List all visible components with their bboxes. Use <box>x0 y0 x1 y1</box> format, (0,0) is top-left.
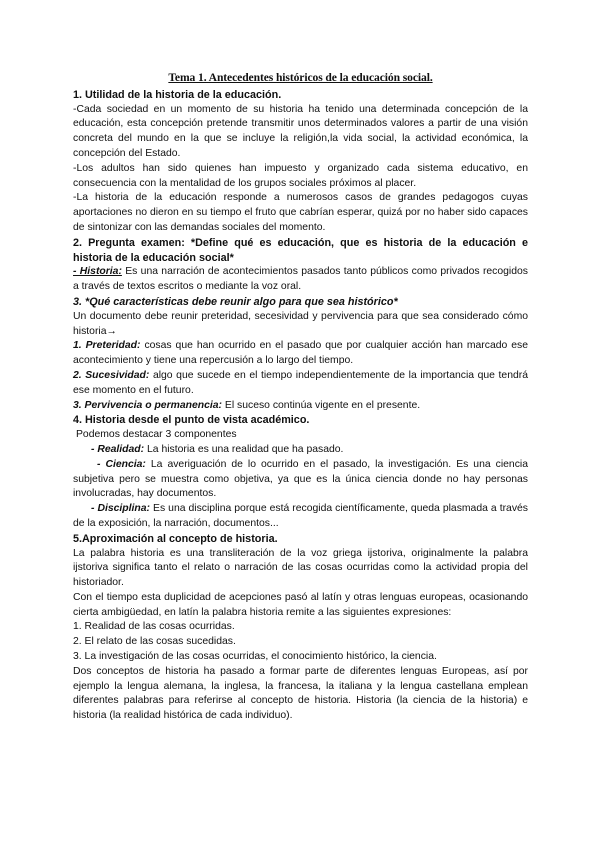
characteristic-item <box>73 339 528 369</box>
section-4-intro: Podemos destacar 3 componentes <box>76 429 237 441</box>
section-5-paragraph-3: Dos conceptos de historia ha pasado a formar parte de diferentes lenguas Europeas, así por ejemplo la lengua alemana, la inglesa, la francesa, la italiana y la lengua castellana emplean diferentes palabras para referirse al concepto de historia. Historia (la ciencia de la historia) e historia (la realidad histórica de cada individuo). <box>73 665 528 722</box>
component-term: - Disciplina: <box>91 503 151 515</box>
section-1-heading: 1. Utilidad de la historia de la educación. <box>73 88 282 101</box>
section-5-paragraph-2: Con el tiempo esta duplicidad de acepciones pasó al latín y otras lenguas europeas, ocasionando cierta ambigüedad, en latín la palabra historia remite a las siguientes expresiones: <box>73 591 528 618</box>
section-2-definition <box>73 265 528 295</box>
list-item: 3. La investigación de las cosas ocurridas, el conocimiento histórico, la ciencia. <box>73 651 437 663</box>
component-text: La averiguación de lo ocurrido en el pasado, la investigación. Es una ciencia subjetiva pero se muestra como objetiva, ya que es la única ciencia donde no hay personas involucradas, hay documentos. <box>73 458 528 500</box>
section-1-paragraph-1: -Cada sociedad en un momento de su historia ha tenido una determinada concepción de la educación, esta concepción pretende transmitir unos determinados valores a partir de una visión concreta del mundo en la que se incluye la religión,la vida social, la actividad económica, la concepción del Estado. <box>73 103 528 159</box>
component-term: - Realidad: <box>91 443 145 455</box>
section-2-heading: 2. Pregunta examen: *Define qué es educación, que es historia de la educación e historia de la educación social* <box>73 236 528 264</box>
historia-definition: Es una narración de acontecimientos pasados tanto públicos como privados recogidos a través de textos escritos o mediante la voz oral. <box>73 266 528 293</box>
document-title: Tema 1. Antecedentes históricos de la educación social. <box>168 71 433 84</box>
section-5-paragraph-1: La palabra historia es una transliteración de la voz griega ijstoriva, originalmente la palabra ijstoriva significa tanto el relato o narración de las cosas ocurridas como la actividad propia del historiador. <box>73 547 528 589</box>
characteristic-item <box>73 369 528 399</box>
section-3-intro: Un documento debe reunir preteridad, secesividad y pervivencia para que sea considerado cómo historia→ <box>73 310 528 337</box>
component-item <box>73 502 528 532</box>
characteristic-text: cosas que han ocurrido en el pasado que por cualquier acción han marcado ese acontecimiento y tiene una repercusión a lo largo del tiempo. <box>73 340 528 367</box>
characteristic-term: 1. Preteridad: <box>73 340 141 352</box>
characteristic-text: algo que sucede en el tiempo independientemente de la importancia que tendrá ese momento en el futuro. <box>73 369 528 396</box>
section-3-heading: 3. *Qué características debe reunir algo para que sea histórico* <box>73 295 398 308</box>
characteristic-term: 2. Sucesividad: <box>73 369 150 381</box>
list-item: 2. El relato de las cosas sucedidas. <box>73 636 236 648</box>
historia-term: - Historia: <box>73 266 122 278</box>
section-1-paragraph-2: -Los adultos han sido quienes han impuesto y organizado cada sistema educativo, en consecuencia con la mentalidad de los grupos sociales próximos al placer. <box>73 162 528 189</box>
component-term: - Ciencia: <box>97 458 146 470</box>
section-5-heading: 5.Aproximación al concepto de historia. <box>73 532 278 545</box>
characteristic-term: 3. Pervivencia o permanencia: <box>73 399 223 411</box>
characteristic-text: El suceso continúa vigente en el presente. <box>222 399 421 411</box>
document-page <box>73 71 528 724</box>
component-item <box>73 458 528 502</box>
component-text: Es una disciplina porque está recogida científicamente, queda plasmada a través de la exposición, la narración, documentos... <box>73 503 528 529</box>
section-1-paragraph-3: -La historia de la educación responde a numerosos casos de grandes pedagogos cuyas aportaciones no dieron en su tiempo el fruto que cabrían esperar, quizá por no haber sido capaces de sintonizar con las demandas sociales del momento. <box>73 192 528 233</box>
characteristic-item <box>73 399 528 414</box>
list-item: 1. Realidad de las cosas ocurridas. <box>73 621 235 633</box>
component-text: La historia es una realidad que ha pasado. <box>144 443 344 455</box>
section-4-heading: 4. Historia desde el punto de vista académico. <box>73 414 310 427</box>
component-item <box>73 443 528 458</box>
expressions-list <box>73 620 528 664</box>
